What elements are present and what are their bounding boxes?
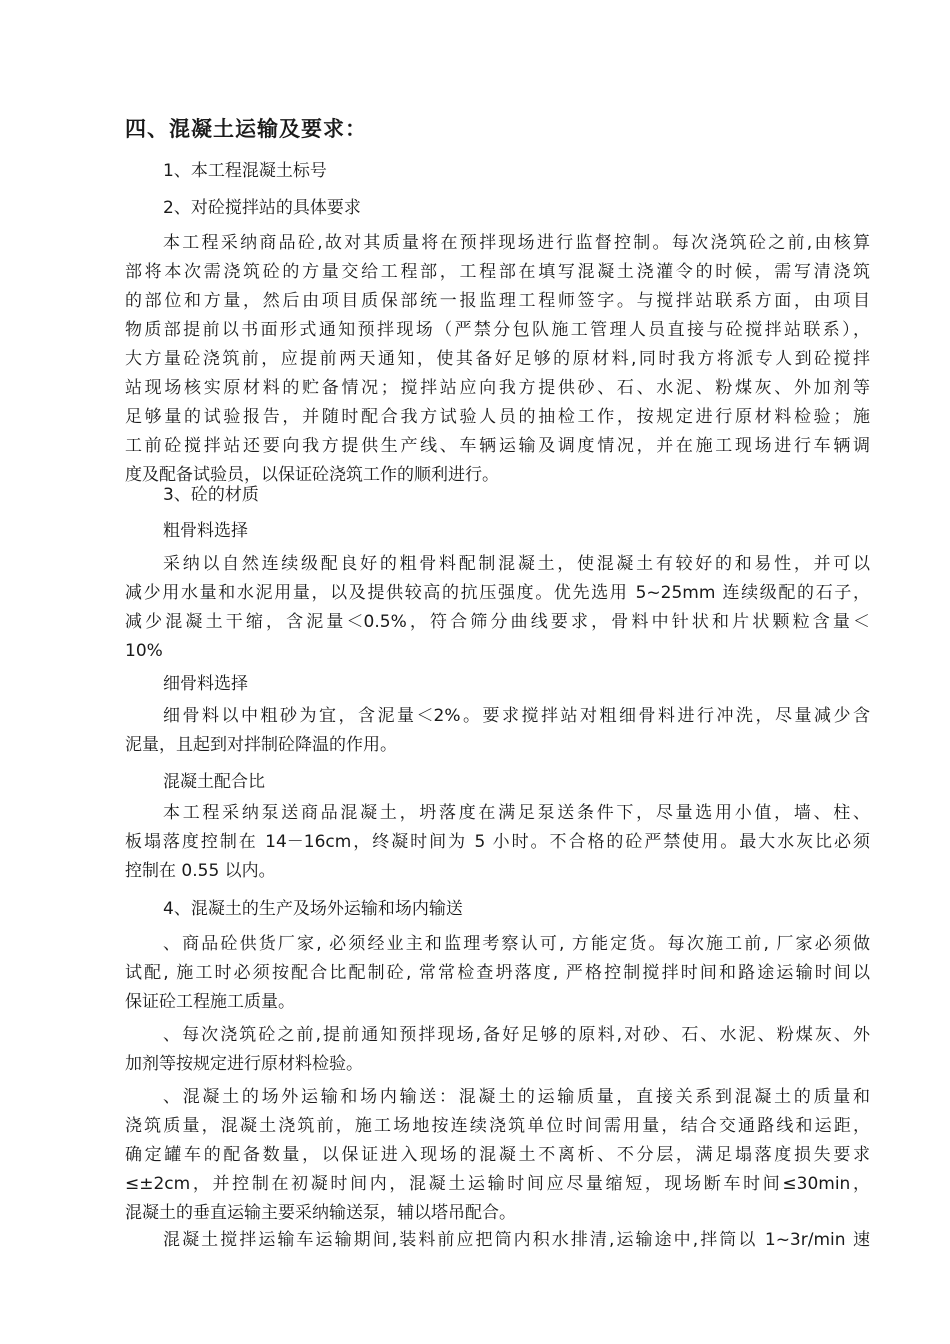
paragraph-line: 板塌落度控制在 14－16cm，终凝时间为 5 小时。不合格的砼严禁使用。最大水灰比必须 <box>125 832 870 852</box>
paragraph-line: 站现场核实原材料的贮备情况；搅拌站应向我方提供砂、石、水泥、粉煤灰、外加剂等 <box>125 378 870 398</box>
paragraph-line: 保证砼工程施工质量。 <box>125 992 295 1012</box>
paragraph-line: 、每次浇筑砼之前,提前通知预拌现场,备好足够的原料,对砂、石、水泥、粉煤灰、外 <box>163 1025 870 1045</box>
subheading-fine-aggregate: 细骨料选择 <box>163 674 248 694</box>
heading-3: 3、砼的材质 <box>163 485 259 505</box>
paragraph-line: 控制在 0.55 以内。 <box>125 861 276 881</box>
paragraph-line: 大方量砼浇筑前，应提前两天通知，使其备好足够的原材料,同时我方将派专人到砼搅拌 <box>125 349 870 369</box>
paragraph-line: 细骨料以中粗砂为宜，含泥量＜2%。要求搅拌站对粗细骨料进行冲洗，尽量减少含 <box>163 706 870 726</box>
heading-4: 4、混凝土的生产及场外运输和场内输送 <box>163 899 463 919</box>
paragraph-line: 加剂等按规定进行原材料检验。 <box>125 1054 363 1074</box>
subheading-coarse-aggregate: 粗骨料选择 <box>163 521 248 541</box>
paragraph-mix-ratio <box>125 799 870 886</box>
heading-1: 1、本工程混凝土标号 <box>163 161 327 181</box>
subheading-mix-ratio: 混凝土配合比 <box>163 772 265 792</box>
paragraph-line: 、混凝土的场外运输和场内输送：混凝土的运输质量，直接关系到混凝土的质量和 <box>163 1087 870 1107</box>
paragraph-line: 混凝土搅拌运输车运输期间,装料前应把筒内积水排清,运输途中,拌筒以 1~3r/min 速 <box>163 1230 870 1250</box>
paragraph-line: 确定罐车的配备数量，以保证进入现场的混凝土不离析、不分层，满足塌落度损失要求 <box>125 1145 870 1165</box>
paragraph-line: 减少用水量和水泥用量，以及提供较高的抗压强度。优先选用 5~25mm 连续级配的石子， <box>125 583 870 603</box>
paragraph-line: 10% <box>125 641 163 661</box>
paragraph-line: 减少混凝土干缩，含泥量＜0.5%，符合筛分曲线要求，骨料中针状和片状颗粒含量＜ <box>125 612 870 632</box>
paragraph-mixer-truck <box>125 1226 870 1255</box>
paragraph-line: 本工程采纳商品砼,故对其质量将在预拌现场进行监督控制。每次浇筑砼之前,由核算 <box>163 233 870 253</box>
paragraph-line: 度及配备试验员，以保证砼浇筑工作的顺利进行。 <box>125 465 499 485</box>
heading-2: 2、对砼搅拌站的具体要求 <box>163 198 361 218</box>
paragraph-line: 工前砼搅拌站还要向我方提供生产线、车辆运输及调度情况，并在施工现场进行车辆调 <box>125 436 870 456</box>
paragraph-coarse-aggregate <box>125 550 870 666</box>
paragraph-line: 物质部提前以书面形式通知预拌现场（严禁分包队施工管理人员直接与砼搅拌站联系）， <box>125 320 870 340</box>
paragraph-line: 的部位和方量，然后由项目质保部统一报监理工程师签字。与搅拌站联系方面，由项目 <box>125 291 870 311</box>
paragraph-line: 试配, 施工时必须按配合比配制砼, 常常检查坍落度, 严格控制搅拌时间和路途运输时间以 <box>125 963 870 983</box>
paragraph-line: ≤±2cm，并控制在初凝时间内，混凝土运输时间应尽量缩短，现场断车时间≤30min， <box>125 1174 870 1194</box>
paragraph-line: 、商品砼供货厂家, 必须经业主和监理考察认可, 方能定货。每次施工前, 厂家必须做 <box>163 934 870 954</box>
paragraph-line: 部将本次需浇筑砼的方量交给工程部，工程部在填写混凝土浇灌令的时候，需写清浇筑 <box>125 262 870 282</box>
paragraph-line: 浇筑质量，混凝土浇筑前，施工场地按连续浇筑单位时间需用量，结合交通路线和运距， <box>125 1116 870 1136</box>
paragraph-supplier <box>125 930 870 1017</box>
paragraph-concrete-station-requirements <box>125 229 870 490</box>
section-title: 四、混凝土运输及要求： <box>125 117 367 141</box>
paragraph-line: 本工程采纳泵送商品混凝土，坍落度在满足泵送条件下，尽量选用小值，墙、柱、 <box>163 803 870 823</box>
paragraph-pre-pour-notice <box>125 1021 870 1079</box>
paragraph-line: 足够量的试验报告，并随时配合我方试验人员的抽检工作，按规定进行原材料检验；施 <box>125 407 870 427</box>
paragraph-line: 混凝土的垂直运输主要采纳输送泵，辅以塔吊配合。 <box>125 1203 516 1223</box>
paragraph-line: 泥量，且起到对拌制砼降温的作用。 <box>125 735 397 755</box>
paragraph-fine-aggregate <box>125 702 870 760</box>
paragraph-line: 采纳以自然连续级配良好的粗骨料配制混凝土，使混凝土有较好的和易性，并可以 <box>163 554 870 574</box>
paragraph-transport <box>125 1083 870 1228</box>
